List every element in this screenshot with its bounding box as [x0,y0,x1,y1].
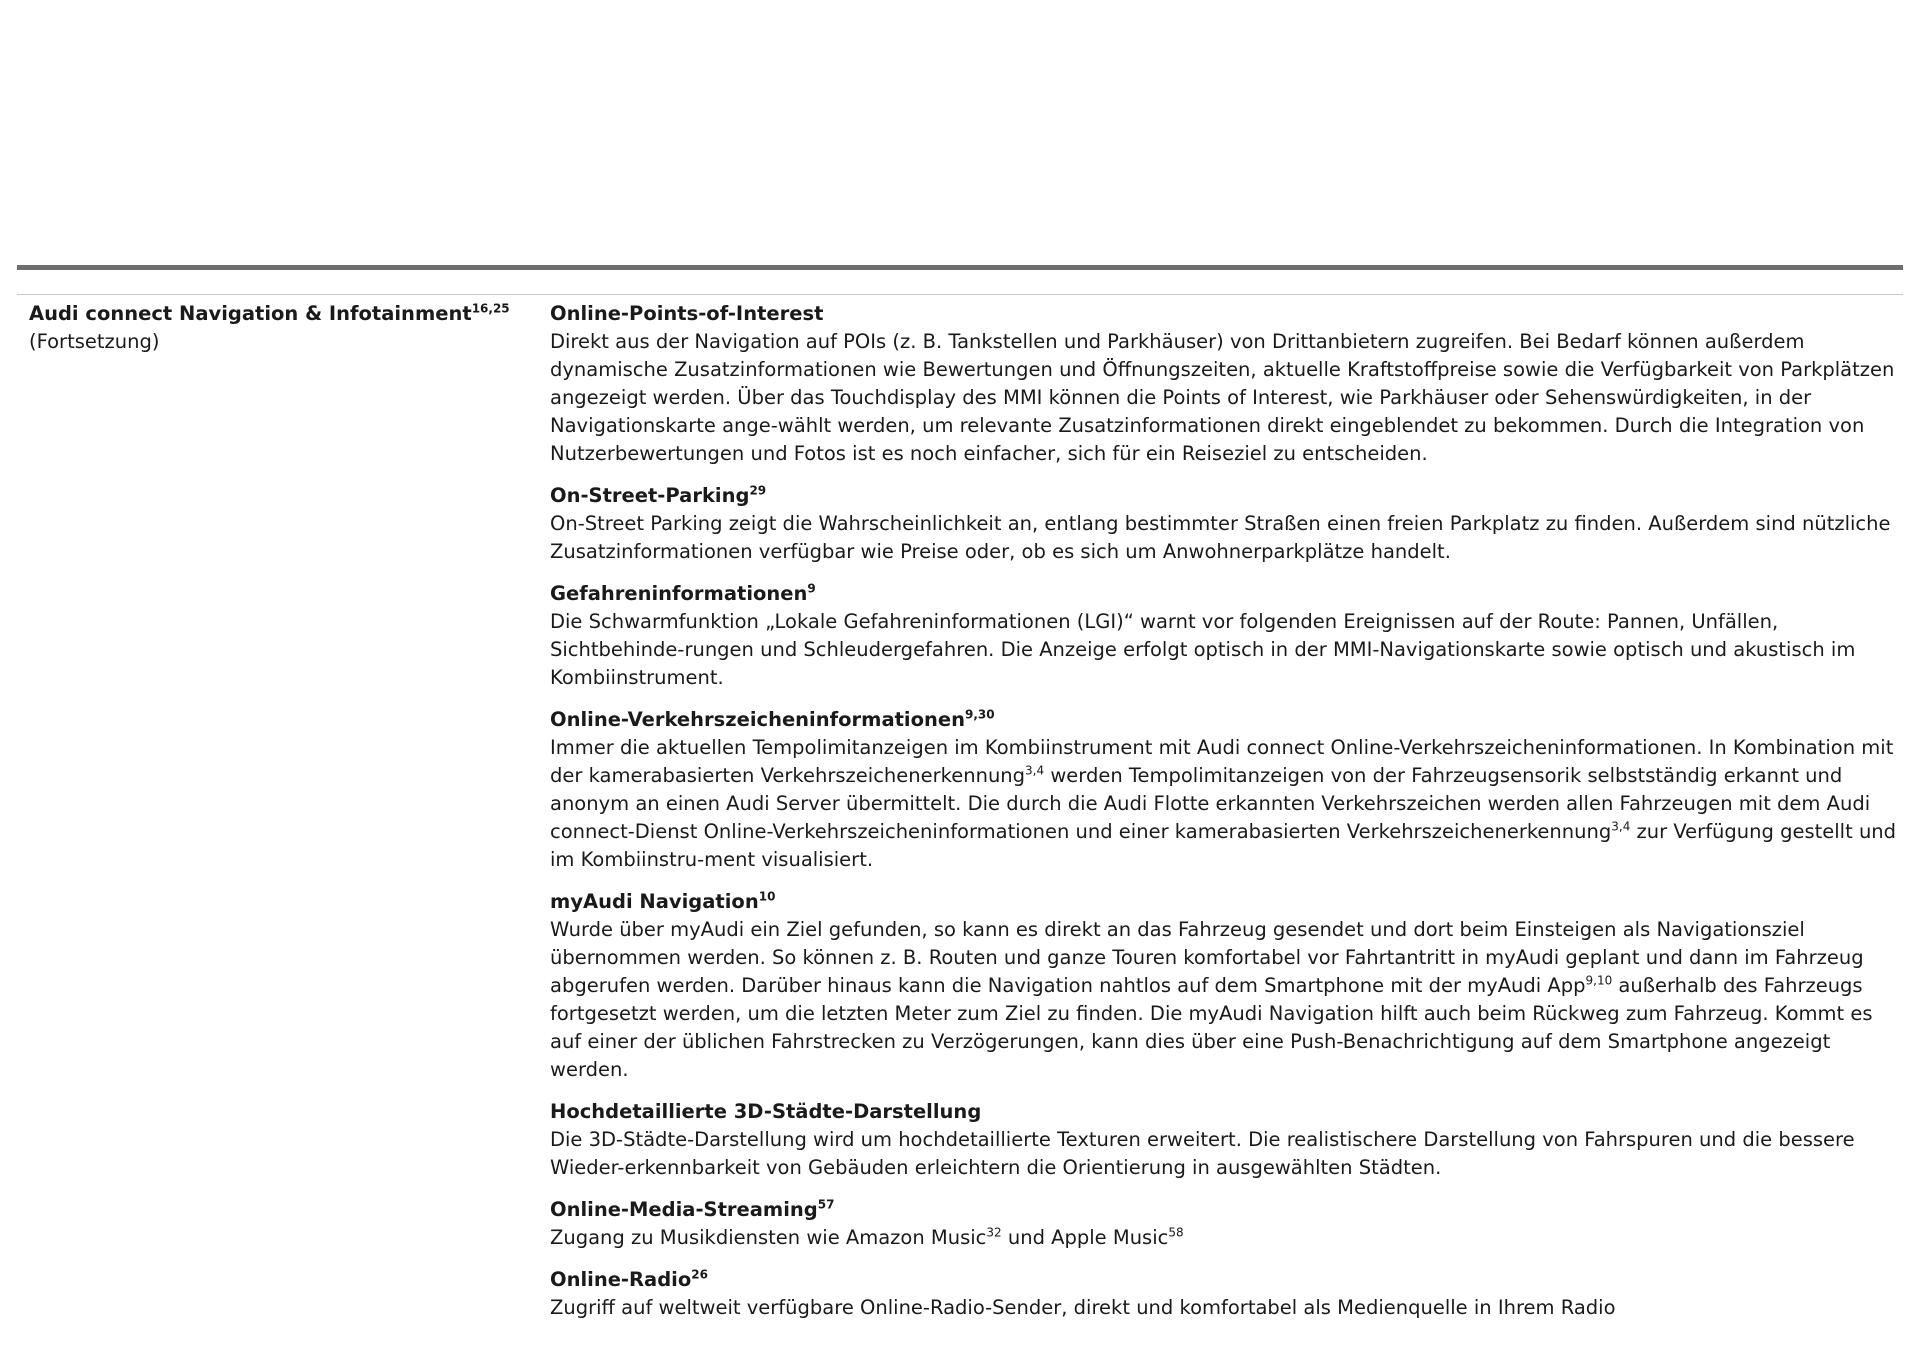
feature-title [550,1266,1900,1294]
feature-title [550,1196,1900,1224]
feature-title [550,706,1900,734]
table-top-rule [17,265,1903,270]
feature-footnote: 29 [749,483,767,498]
feature-list [550,300,1900,1336]
feature-on-street-parking [550,482,1900,566]
inline-footnote: 3,4 [1025,763,1045,778]
feature-title-text: On-Street-Parking [550,484,750,507]
description-text: werden Tempolimitanzeigen von der Fahrzeugsensorik selbstständig erkannt und anonym an einen Audi Server übermittelt. Die durch die Audi Flotte erkannten Verkehrszeichen werden allen Fahrzeugen mit dem Audi connect-Dienst Online-Verkehrszeicheninformationen und einer kamerabasierten Verkehrszeichenerkennung [550,764,1871,843]
description-text: zur Verfügung gestellt und im Kombiinstru-ment visualisiert. [550,820,1897,871]
feature-online-radio [550,1266,1900,1322]
feature-footnote: 57 [817,1197,835,1212]
description-text: und Apple Music [1001,1226,1169,1249]
feature-description: Die Schwarmfunktion „Lokale Gefahreninformationen (LGI)“ warnt vor folgenden Ereignissen auf der Route: Pannen, Unfällen, Sichtbehinde-rungen und Schleudergefahren. Die Anzeige erfolgt optisch in der MMI-Navigationskarte sowie optisch und akustisch im Kombiinstrument. [550,610,1856,689]
description-text: außerhalb des Fahrzeugs fortgesetzt werden, um die letzten Meter zum Ziel zu finden. Die myAudi Navigation hilft auch beim Rückweg zum Fahrzeug. Kommt es auf einer der üblichen Fahrstrecken zu Verzögerungen, kann dies über eine Push-Benachrichtigung auf dem Smartphone angezeigt werden. [550,974,1873,1081]
category-title [29,300,509,328]
inline-footnote: 58 [1168,1225,1184,1240]
feature-title [550,888,1900,916]
feature-description [550,1224,1900,1252]
feature-myaudi-navigation [550,888,1900,1084]
feature-hazard-info [550,580,1900,692]
feature-description [550,916,1900,1084]
feature-footnote: 9 [807,581,816,596]
feature-traffic-sign-info [550,706,1900,874]
feature-online-media-streaming [550,1196,1900,1252]
feature-footnote: 10 [758,889,776,904]
feature-title [550,300,1900,328]
feature-title-text: myAudi Navigation [550,890,759,913]
description-text: Zugang zu Musikdiensten wie Amazon Music [550,1226,987,1249]
feature-footnote: 26 [691,1267,708,1282]
feature-title [550,1098,1900,1126]
description-text: Immer die aktuellen Tempolimitanzeigen im Kombiinstrument mit Audi connect Online-Verkehrszeicheninformationen. In Kombination mit der kamerabasierten Verkehrszeichenerkennung [550,736,1894,787]
category-title-text: Audi connect Navigation & Infotainment [29,302,472,325]
feature-title [550,580,1900,608]
category-subtitle: (Fortsetzung) [29,330,160,353]
feature-description: Die 3D-Städte-Darstellung wird um hochdetaillierte Texturen erweitert. Die realistischere Darstellung von Fahrspuren und die bessere Wieder-erkennbarkeit von Gebäuden erleichtern die Orientierung in ausgewählten Städten. [550,1128,1855,1179]
feature-online-poi [550,300,1900,468]
inline-footnote: 9,10 [1585,973,1613,988]
inline-footnote: 32 [986,1225,1002,1240]
feature-title-text: Online-Points-of-Interest [550,302,824,325]
feature-footnote: 9,30 [965,707,995,722]
feature-description: Direkt aus der Navigation auf POIs (z. B. Tankstellen und Parkhäuser) von Drittanbietern zugreifen. Bei Bedarf können außerdem dynamische Zusatzinformationen wie Bewertungen und Öffnungszeiten, aktuelle Kraftstoffpreise sowie die Verfügbarkeit von Parkplätzen angezeigt werden. Über das Touchdisplay des MMI können die Points of Interest, wie Parkhäuser oder Sehenswürdigkeiten, in der Navigationskarte ange-wählt werden, um relevante Zusatzinformationen direkt eingeblendet zu bekommen. Durch die Integration von Nutzerbewertungen und Fotos ist es noch einfacher, sich für ein Reiseziel zu entscheiden. [550,330,1895,465]
feature-title-text: Online-Verkehrszeicheninformationen [550,708,965,731]
inline-footnote: 3,4 [1611,819,1631,834]
feature-title-text: Gefahreninformationen [550,582,808,605]
table-row-divider [17,294,1903,295]
feature-title-text: Hochdetaillierte 3D-Städte-Darstellung [550,1100,982,1123]
description-text: Wurde über myAudi ein Ziel gefunden, so kann es direkt an das Fahrzeug gesendet und dort beim Einsteigen als Navigationsziel übernommen werden. So können z. B. Routen und ganze Touren komfortabel vor Fahrtantritt in myAudi geplant und dann im Fahrzeug abgerufen werden. Darüber hinaus kann die Navigation nahtlos auf dem Smartphone mit der myAudi App [550,918,1864,997]
category-title-footnote: 16,25 [471,301,510,316]
feature-description: On-Street Parking zeigt die Wahrscheinlichkeit an, entlang bestimmter Straßen einen freien Parkplatz zu finden. Außerdem sind nützliche Zusatzinformationen verfügbar wie Preise oder, ob es sich um Anwohnerparkplätze handelt. [550,512,1891,563]
feature-description: Zugriff auf weltweit verfügbare Online-Radio-Sender, direkt und komfortabel als Medienquelle in Ihrem Radio [550,1296,1616,1319]
feature-3d-city-view [550,1098,1900,1182]
feature-title-text: Online-Media-Streaming [550,1198,818,1221]
feature-title [550,482,1900,510]
feature-description [550,734,1900,874]
category-cell [29,300,509,356]
feature-title-text: Online-Radio [550,1268,692,1291]
